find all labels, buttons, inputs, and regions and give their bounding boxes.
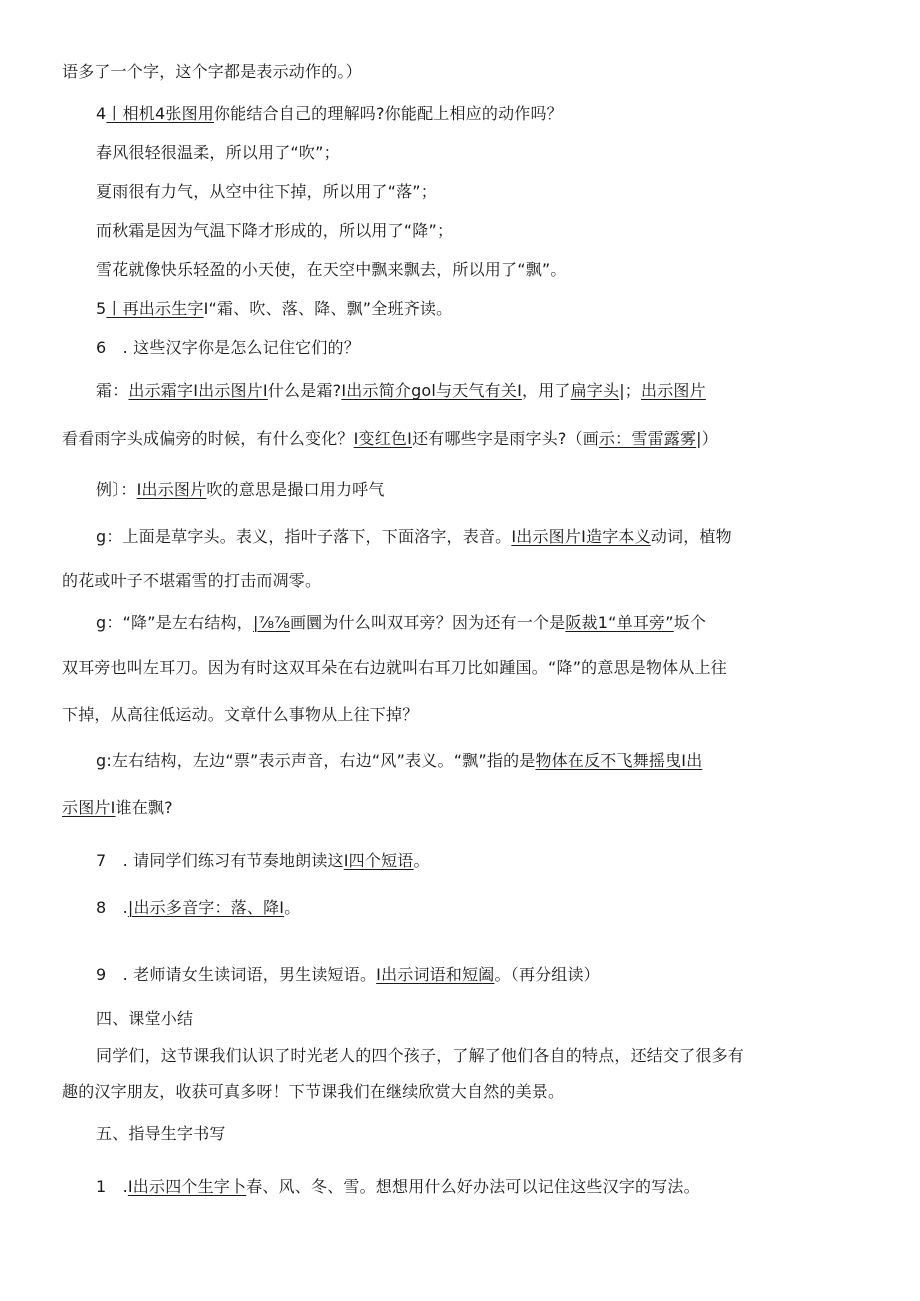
text-line [96,220,453,242]
text-segment: 双耳旁也叫左耳刀。因为有时这双耳朵在右边就叫右耳刀比如踵国。“降”的意思是物体从上往 [62,658,727,677]
text-line [96,1045,744,1067]
text-line [96,103,563,125]
underlined-text-segment: 出示图片 [641,381,706,400]
text-segment: 例〕： [96,480,137,499]
underlined-text-segment: I出示四个生字卜 [127,1177,247,1196]
text-line [96,612,706,634]
underlined-text-segment: I出示图片 [136,480,207,499]
underlined-text-segment: 阪裁1“单耳旁” [565,613,674,632]
underlined-text-segment: I出示图片I造字本义 [511,527,651,546]
text-line [96,142,340,164]
text-segment: 什么是霜? [267,381,342,400]
text-line [62,797,173,819]
text-segment: 语多了一个字，这个字都是表示动作的。） [62,62,362,81]
text-line [96,380,706,402]
underlined-text-segment: 丨相机4张图用 [106,104,214,123]
text-segment: 。 [284,898,301,917]
text-segment: 坂个 [673,613,707,632]
text-segment: 1 . [96,1177,128,1196]
text-segment: 下掉，从高往低运动。文章什么事物从上往下掉？ [62,705,419,724]
text-segment: 9 . 老师请女生读词语，男生读短语。 [96,965,377,984]
underlined-text-segment: I出示简介gol与天气有关I [341,381,522,400]
text-line [96,964,600,986]
text-segment: g:左右结构，左边“票”表示声音，右边“风”表义。“飘”指的是 [96,751,536,770]
underlined-text-segment: 出示霜字I出示图片I [128,381,268,400]
underlined-text-segment: I变红色I [353,429,413,448]
text-line [96,526,732,548]
underlined-text-segment: |⅞⅞ [252,613,290,632]
text-segment: ，用了 [522,381,571,400]
text-segment: 画圜为什么叫双耳旁？因为还有一个是 [289,613,566,632]
underlined-text-segment: 示：雪雷露雾 [598,429,697,448]
underlined-text-segment: I出示词语和短阖 [376,965,495,984]
text-segment: 8 . [96,898,128,917]
text-line [96,259,567,281]
underlined-text-segment: 物体在反不飞舞摇曳I出 [535,751,703,770]
text-segment: 5 [96,299,107,318]
text-segment: 霜： [96,381,129,400]
text-segment: |； [619,381,642,400]
text-line [96,337,360,359]
text-segment: 你能结合自己的理解吗?你能配上相应的动作吗？ [213,104,563,123]
underlined-text-segment: 示图片I [62,798,116,817]
text-line [62,428,718,450]
text-line [62,61,362,83]
text-segment: 五、指导生字书写 [96,1124,226,1143]
text-line [62,704,418,726]
text-segment: 。（再分组读） [494,965,600,984]
text-line [96,181,437,203]
text-segment: g：“降”是左右结构， [96,613,253,632]
text-segment: 还有哪些字是雨字头?（画 [412,429,599,448]
text-segment: g：上面是草字头。表义，指叶子落下，下面洛字，表音。 [96,527,512,546]
text-line [96,750,702,772]
text-line [96,1123,226,1145]
text-segment: I“霜、吹、落、降、飘”全班齐读。 [203,299,453,318]
text-segment: 四、课堂小结 [96,1009,194,1028]
text-segment: 雪花就像快乐轻盈的小天使，在天空中飘来飘去，所以用了“飘”。 [96,260,567,279]
text-line [96,850,430,872]
text-segment: 的花或叶子不堪霜雪的打击而凋零。 [62,571,322,590]
underlined-text-segment: 扁字头 [570,381,620,400]
text-line [96,298,452,320]
text-segment: 4 [96,104,107,123]
text-line [62,657,727,679]
text-segment: 同学们，这节课我们认识了时光老人的四个孩子，了解了他们各自的特点，还结交了很多有 [96,1046,745,1065]
text-segment: 动词，植物 [650,527,732,546]
text-line [62,570,321,592]
underlined-text-segment: 丨再出示生字 [106,299,204,318]
text-line [96,1176,700,1198]
text-segment: 趣的汉字朋友，收获可真多呀！下节课我们在继续欣赏大自然的美景。 [62,1082,565,1101]
text-segment: 谁在飘? [115,798,173,817]
text-line [96,1008,193,1030]
text-segment: 吹的意思是撮口用力呼气 [206,480,385,499]
text-segment: 春、风、冬、雪。想想用什么好办法可以记住这些汉字的写法。 [246,1177,700,1196]
text-segment: |） [696,429,718,448]
text-segment: 7 . 请同学们练习有节奏地朗读这 [96,851,344,870]
underlined-text-segment: I四个短语 [343,851,414,870]
text-segment: 春风很轻很温柔，所以用了“吹”； [96,143,340,162]
text-segment: 看看雨字头成偏旁的时候，有什么变化？ [62,429,354,448]
text-line [96,897,300,919]
text-segment: 。 [413,851,430,870]
text-segment: 6 . 这些汉字你是怎么记住它们的？ [96,338,360,357]
text-segment: 而秋霜是因为气温下降才形成的，所以用了“降”； [96,221,454,240]
text-line [96,479,385,501]
text-line [62,1081,564,1103]
text-segment: 夏雨很有力气，从空中往下掉，所以用了“落”； [96,182,437,201]
underlined-text-segment: |出示多音字：落、降I [127,898,285,917]
